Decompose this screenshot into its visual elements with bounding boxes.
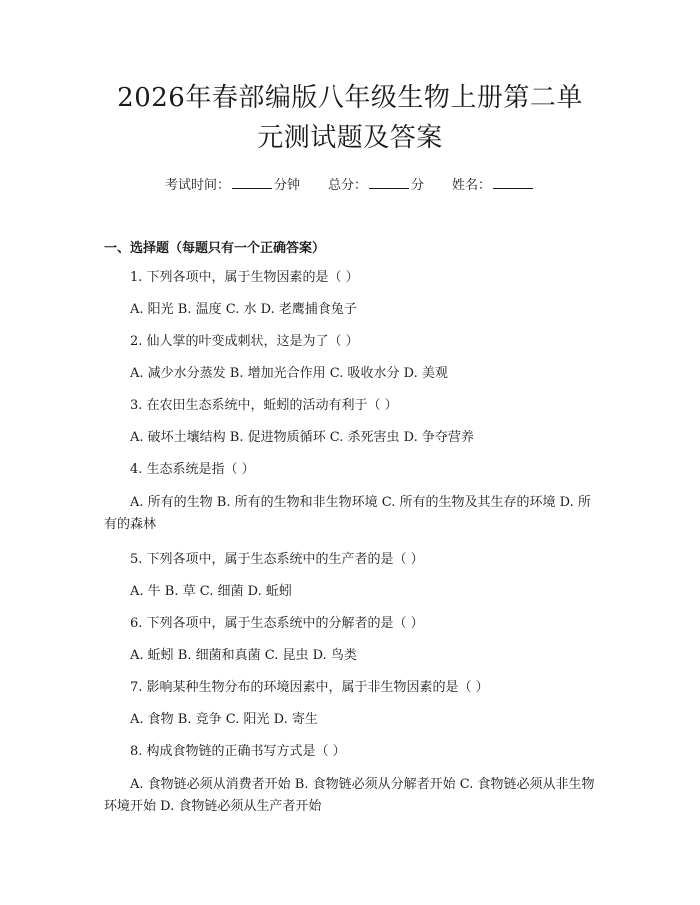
question-8: 8. 构成食物链的正确书写方式是（ ）: [130, 744, 346, 759]
question-3-options: A. 破坏土壤结构 B. 促进物质循环 C. 杀死害虫 D. 争夺营养: [130, 430, 474, 445]
total-score-blank: [369, 176, 409, 189]
exam-time-label: 考试时间：: [164, 178, 230, 193]
student-name-label: 姓名：: [452, 178, 492, 193]
question-5: 5. 下列各项中，属于生态系统中的生产者的是（ ）: [130, 552, 424, 567]
exam-meta: [104, 174, 596, 193]
question-2-options: A. 减少水分蒸发 B. 增加光合作用 C. 吸收水分 D. 美观: [130, 366, 448, 381]
question-3: 3. 在农田生态系统中，蚯蚓的活动有利于（ ）: [130, 398, 398, 413]
question-7: 7. 影响某种生物分布的环境因素中，属于非生物因素的是（ ）: [130, 680, 489, 695]
question-6-options: A. 蚯蚓 B. 细菌和真菌 C. 昆虫 D. 鸟类: [130, 648, 357, 663]
total-score-label: 总分：: [327, 178, 367, 193]
total-score: [328, 174, 424, 193]
question-1: 1. 下列各项中，属于生物因素的是（ ）: [130, 270, 359, 285]
question-7-options: A. 食物 B. 竞争 C. 阳光 D. 寄生: [130, 712, 318, 727]
page-title: 2026年春部编版八年级生物上册第二单元测试题及答案: [117, 83, 583, 153]
exam-time-unit: 分钟: [273, 178, 300, 193]
question-8-options: A. 食物链必须从消费者开始 B. 食物链必须从分解者开始 C. 食物链必须从非生物环境开始 D. 食物链必须从生产者开始: [104, 777, 595, 814]
question-4: 4. 生态系统是指（ ）: [130, 462, 255, 477]
total-score-unit: 分: [411, 178, 425, 193]
question-list: [104, 268, 596, 818]
exam-time: [165, 174, 300, 193]
question-6: 6. 下列各项中，属于生态系统中的分解者的是（ ）: [130, 616, 424, 631]
exam-time-blank: [232, 176, 272, 189]
student-name: [452, 174, 535, 193]
question-4-options: A. 所有的生物 B. 所有的生物和非生物环境 C. 所有的生物及其生存的环境 D. 所有的森林: [104, 495, 591, 532]
student-name-blank: [493, 176, 533, 189]
section-heading: 一、选择题（每题只有一个正确答案）: [104, 241, 326, 256]
question-1-options: A. 阳光 B. 温度 C. 水 D. 老鹰捕食兔子: [130, 302, 357, 317]
question-2: 2. 仙人掌的叶变成刺状，这是为了（ ）: [130, 334, 359, 349]
question-5-options: A. 牛 B. 草 C. 细菌 D. 蚯蚓: [130, 584, 292, 599]
